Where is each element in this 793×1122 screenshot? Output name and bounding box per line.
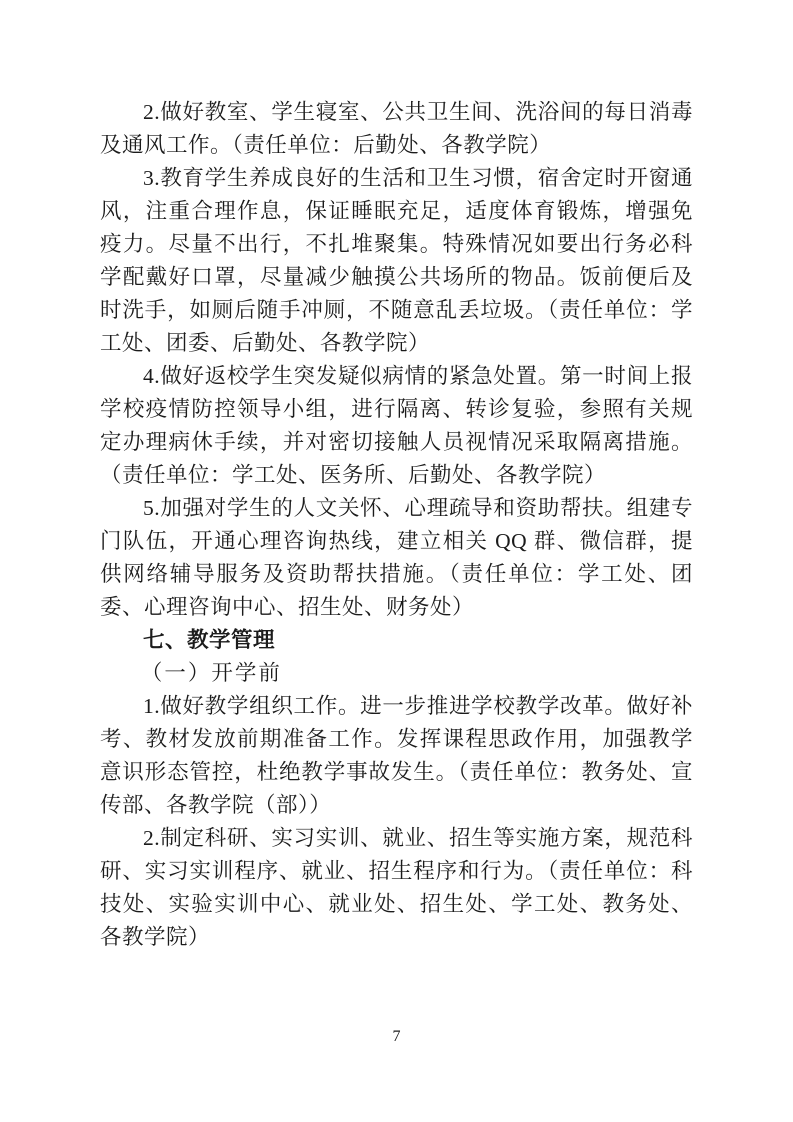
section-heading-teaching-management: 七、教学管理 [143,628,276,652]
page-number: 7 [392,1028,401,1045]
document-body [100,96,693,954]
subsection-heading-before-term: （一）开学前 [140,661,282,685]
paragraph-emergency-handling: 4.做好返校学生突发疑似病情的紧急处置。第一时间上报学校疫情防控领导小组，进行隔离、转诊复验，参照有关规定办理病休手续，并对密切接触人员视情况采取隔离措施。（责任单位：学工处、医务所、后勤处、各教学院） [100,364,693,487]
paragraph-teaching-organization: 1.做好教学组织工作。进一步推进学校教学改革。做好补考、教材发放前期准备工作。发挥课程思政作用，加强教学意识形态管控，杜绝教学事故发生。（责任单位：教务处、宣传部、各教学院（部）） [100,694,693,817]
paragraph-psychological-support: 5.加强对学生的人文关怀、心理疏导和资助帮扶。组建专门队伍，开通心理咨询热线，建立相关 QQ 群、微信群，提供网络辅导服务及资助帮扶措施。（责任单位：学工处、团委、心理咨询中心、招生处、财务处） [100,496,693,619]
paragraph-student-hygiene-education: 3.教育学生养成良好的生活和卫生习惯，宿舍定时开窗通风，注重合理作息，保证睡眠充足，适度体育锻炼，增强免疫力。尽量不出行，不扎堆聚集。特殊情况如要出行务必科学配戴好口罩，尽量减少触摸公共场所的物品。饭前便后及时洗手，如厕后随手冲厕，不随意乱丢垃圾。（责任单位：学工处、团委、后勤处、各教学院） [100,166,693,355]
paragraph-research-internship-plans: 2.制定科研、实习实训、就业、招生等实施方案，规范科研、实习实训程序、就业、招生程序和行为。（责任单位：科技处、实验实训中心、就业处、招生处、学工处、教务处、各教学院） [100,826,693,949]
paragraph-daily-disinfection: 2.做好教室、学生寝室、公共卫生间、洗浴间的每日消毒及通风工作。（责任单位：后勤处、各教学院） [100,100,693,157]
